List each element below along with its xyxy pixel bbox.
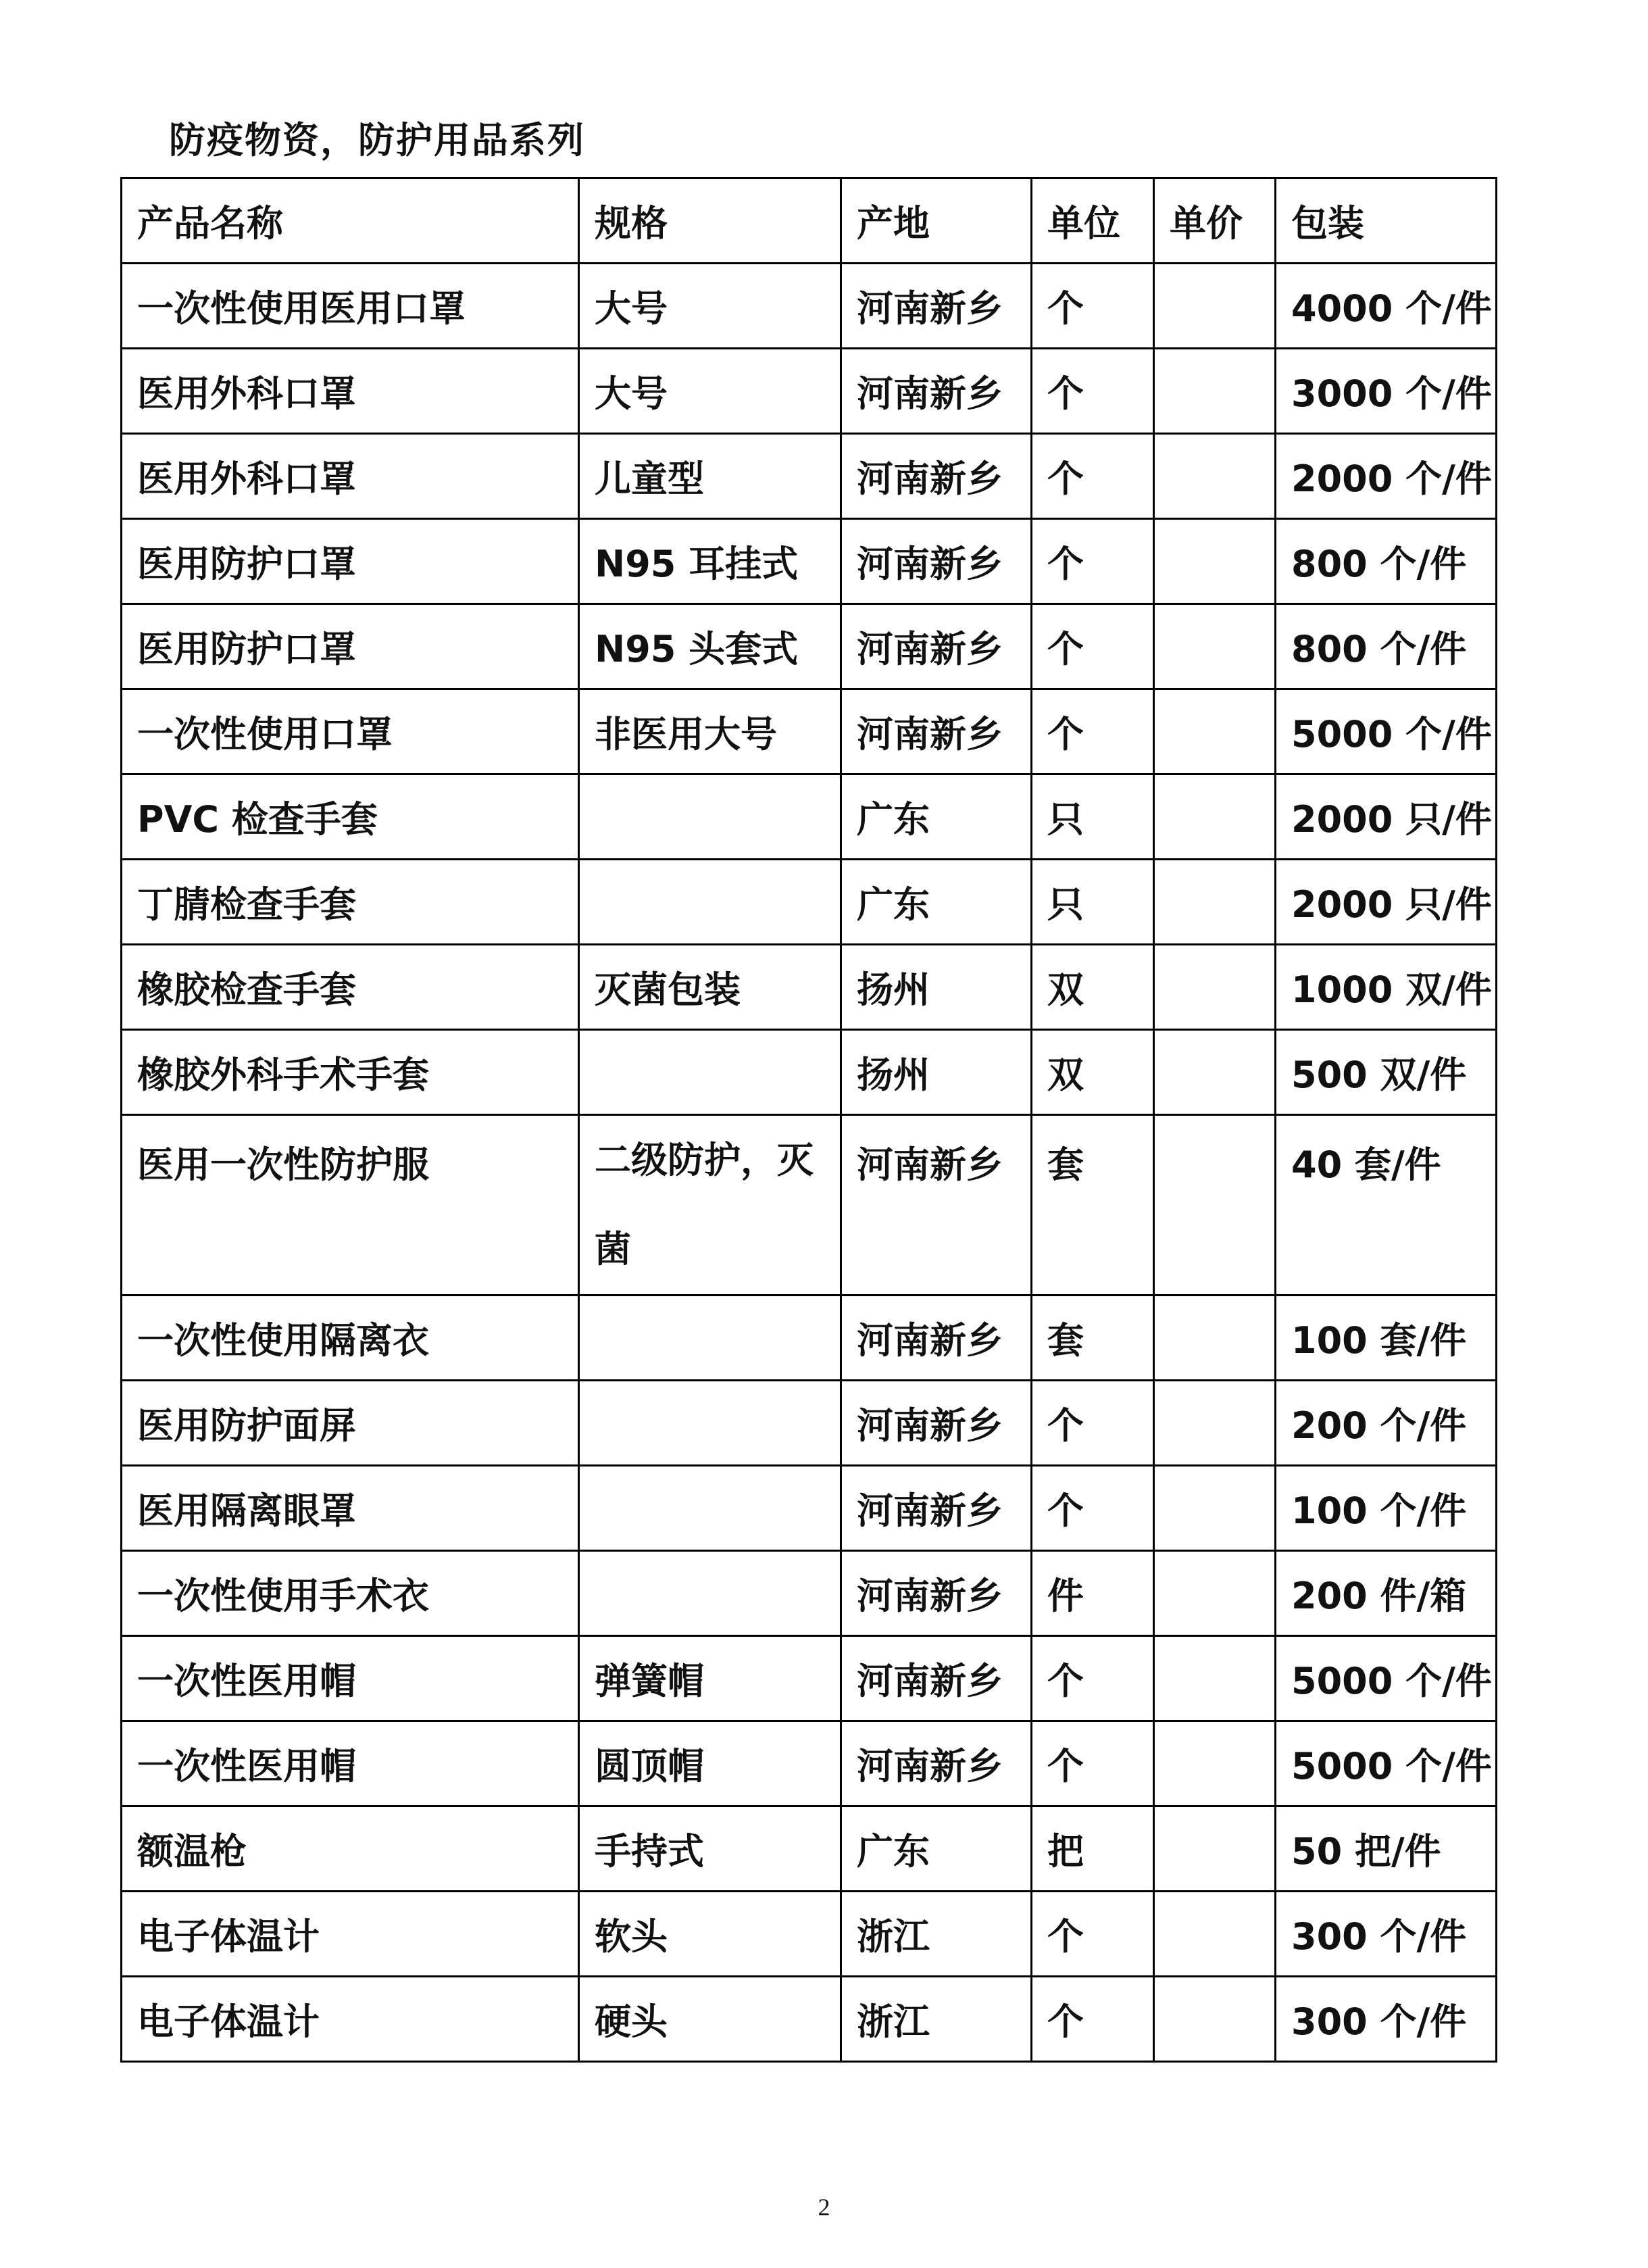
- cell-name: 丁腈检查手套: [122, 860, 579, 945]
- cell-unit: 个: [1032, 1977, 1154, 2062]
- cell-origin: 河南新乡: [841, 349, 1032, 434]
- cell-pack: 200 个/件: [1276, 1381, 1497, 1466]
- cell-price: [1154, 264, 1276, 349]
- cell-spec: N95 头套式: [579, 604, 841, 689]
- product-table: [120, 177, 1497, 2063]
- cell-spec: 灭菌包装: [579, 945, 841, 1030]
- cell-spec: 圆顶帽: [579, 1721, 841, 1806]
- cell-name: 医用防护口罩: [122, 519, 579, 604]
- cell-unit: 个: [1032, 1636, 1154, 1721]
- cell-price: [1154, 1030, 1276, 1115]
- cell-unit: 个: [1032, 349, 1154, 434]
- table-row: [122, 349, 1497, 434]
- cell-pack: 500 双/件: [1276, 1030, 1497, 1115]
- cell-price: [1154, 1381, 1276, 1466]
- page-number: 2: [818, 2194, 830, 2221]
- cell-spec: 大号: [579, 264, 841, 349]
- table-row: [122, 1296, 1497, 1381]
- cell-spec: 大号: [579, 349, 841, 434]
- cell-name: 一次性医用帽: [122, 1636, 579, 1721]
- page-title: 防疫物资，防护用品系列: [169, 119, 585, 162]
- cell-name: 额温枪: [122, 1806, 579, 1892]
- table-row: [122, 264, 1497, 349]
- cell-unit: 套: [1032, 1296, 1154, 1381]
- table-row: [122, 689, 1497, 774]
- cell-price: [1154, 1551, 1276, 1636]
- header-name: 产品名称: [122, 178, 579, 264]
- cell-unit: 个: [1032, 1892, 1154, 1977]
- table-row: [122, 945, 1497, 1030]
- table-row: [122, 1806, 1497, 1892]
- cell-pack: 100 套/件: [1276, 1296, 1497, 1381]
- cell-name: 医用外科口罩: [122, 349, 579, 434]
- cell-name: 一次性医用帽: [122, 1721, 579, 1806]
- cell-unit: 个: [1032, 689, 1154, 774]
- cell-pack: 800 个/件: [1276, 604, 1497, 689]
- table-row: [122, 1115, 1497, 1296]
- cell-pack: 3000 个/件: [1276, 349, 1497, 434]
- cell-unit: 件: [1032, 1551, 1154, 1636]
- cell-spec: 二级防护，灭菌: [579, 1115, 841, 1296]
- header-unit: 单位: [1032, 178, 1154, 264]
- cell-spec: [579, 860, 841, 945]
- cell-price: [1154, 1806, 1276, 1892]
- cell-pack: 5000 个/件: [1276, 1721, 1497, 1806]
- header-pack: 包装: [1276, 178, 1497, 264]
- cell-name: 医用防护口罩: [122, 604, 579, 689]
- cell-name: 医用防护面屏: [122, 1381, 579, 1466]
- cell-unit: 双: [1032, 945, 1154, 1030]
- cell-origin: 广东: [841, 1806, 1032, 1892]
- cell-spec: [579, 1030, 841, 1115]
- cell-spec: [579, 1466, 841, 1551]
- cell-origin: 扬州: [841, 945, 1032, 1030]
- cell-pack: 2000 只/件: [1276, 860, 1497, 945]
- cell-price: [1154, 1636, 1276, 1721]
- cell-name: 橡胶外科手术手套: [122, 1030, 579, 1115]
- cell-unit: 把: [1032, 1806, 1154, 1892]
- cell-pack: 300 个/件: [1276, 1892, 1497, 1977]
- cell-pack: 1000 双/件: [1276, 945, 1497, 1030]
- cell-origin: 广东: [841, 774, 1032, 860]
- cell-pack: 4000 个/件: [1276, 264, 1497, 349]
- cell-spec: [579, 774, 841, 860]
- table-row: [122, 860, 1497, 945]
- cell-spec: 儿童型: [579, 434, 841, 519]
- cell-origin: 浙江: [841, 1892, 1032, 1977]
- cell-unit: 个: [1032, 1466, 1154, 1551]
- cell-price: [1154, 1892, 1276, 1977]
- cell-pack: 2000 个/件: [1276, 434, 1497, 519]
- cell-origin: 河南新乡: [841, 604, 1032, 689]
- cell-price: [1154, 1721, 1276, 1806]
- table-row: [122, 1551, 1497, 1636]
- cell-price: [1154, 1296, 1276, 1381]
- table-row: [122, 1977, 1497, 2062]
- cell-origin: 河南新乡: [841, 1721, 1032, 1806]
- cell-name: 电子体温计: [122, 1892, 579, 1977]
- cell-pack: 300 个/件: [1276, 1977, 1497, 2062]
- cell-unit: 个: [1032, 604, 1154, 689]
- cell-origin: 河南新乡: [841, 1551, 1032, 1636]
- cell-spec: 硬头: [579, 1977, 841, 2062]
- header-price: 单价: [1154, 178, 1276, 264]
- table-row: [122, 519, 1497, 604]
- cell-pack: 40 套/件: [1276, 1115, 1497, 1296]
- cell-price: [1154, 1977, 1276, 2062]
- header-origin: 产地: [841, 178, 1032, 264]
- cell-origin: 河南新乡: [841, 1296, 1032, 1381]
- cell-name: 一次性使用隔离衣: [122, 1296, 579, 1381]
- table-row: [122, 604, 1497, 689]
- cell-spec: 手持式: [579, 1806, 841, 1892]
- cell-pack: 50 把/件: [1276, 1806, 1497, 1892]
- cell-price: [1154, 349, 1276, 434]
- cell-origin: 河南新乡: [841, 689, 1032, 774]
- cell-origin: 河南新乡: [841, 519, 1032, 604]
- cell-unit: 个: [1032, 1381, 1154, 1466]
- cell-origin: 广东: [841, 860, 1032, 945]
- cell-price: [1154, 860, 1276, 945]
- table-row: [122, 1636, 1497, 1721]
- cell-unit: 套: [1032, 1115, 1154, 1296]
- cell-spec: [579, 1296, 841, 1381]
- cell-price: [1154, 945, 1276, 1030]
- cell-origin: 河南新乡: [841, 434, 1032, 519]
- cell-name: 电子体温计: [122, 1977, 579, 2062]
- cell-price: [1154, 604, 1276, 689]
- cell-unit: 个: [1032, 264, 1154, 349]
- cell-name: 医用隔离眼罩: [122, 1466, 579, 1551]
- cell-spec: 非医用大号: [579, 689, 841, 774]
- cell-price: [1154, 434, 1276, 519]
- cell-name: 一次性使用手术衣: [122, 1551, 579, 1636]
- cell-pack: 800 个/件: [1276, 519, 1497, 604]
- cell-origin: 河南新乡: [841, 1636, 1032, 1721]
- cell-spec: N95 耳挂式: [579, 519, 841, 604]
- table-header-row: [122, 178, 1497, 264]
- cell-spec: 弹簧帽: [579, 1636, 841, 1721]
- cell-origin: 扬州: [841, 1030, 1032, 1115]
- table-row: [122, 774, 1497, 860]
- cell-origin: 河南新乡: [841, 1466, 1032, 1551]
- cell-price: [1154, 774, 1276, 860]
- cell-name: PVC 检查手套: [122, 774, 579, 860]
- cell-unit: 双: [1032, 1030, 1154, 1115]
- cell-origin: 河南新乡: [841, 1381, 1032, 1466]
- cell-price: [1154, 1466, 1276, 1551]
- cell-spec: 软头: [579, 1892, 841, 1977]
- header-spec: 规格: [579, 178, 841, 264]
- cell-name: 一次性使用口罩: [122, 689, 579, 774]
- cell-unit: 只: [1032, 860, 1154, 945]
- cell-price: [1154, 519, 1276, 604]
- cell-price: [1154, 689, 1276, 774]
- cell-spec: [579, 1551, 841, 1636]
- cell-unit: 个: [1032, 434, 1154, 519]
- cell-unit: 只: [1032, 774, 1154, 860]
- cell-pack: 5000 个/件: [1276, 1636, 1497, 1721]
- table-row: [122, 1892, 1497, 1977]
- table-row: [122, 1721, 1497, 1806]
- cell-origin: 河南新乡: [841, 264, 1032, 349]
- table-row: [122, 434, 1497, 519]
- cell-origin: 浙江: [841, 1977, 1032, 2062]
- cell-unit: 个: [1032, 519, 1154, 604]
- cell-name: 医用外科口罩: [122, 434, 579, 519]
- cell-spec: [579, 1381, 841, 1466]
- cell-origin: 河南新乡: [841, 1115, 1032, 1296]
- table-row: [122, 1466, 1497, 1551]
- table-row: [122, 1381, 1497, 1466]
- cell-pack: 5000 个/件: [1276, 689, 1497, 774]
- cell-name: 医用一次性防护服: [122, 1115, 579, 1296]
- cell-pack: 100 个/件: [1276, 1466, 1497, 1551]
- cell-name: 橡胶检查手套: [122, 945, 579, 1030]
- cell-pack: 200 件/箱: [1276, 1551, 1497, 1636]
- cell-name: 一次性使用医用口罩: [122, 264, 579, 349]
- cell-pack: 2000 只/件: [1276, 774, 1497, 860]
- cell-price: [1154, 1115, 1276, 1296]
- cell-unit: 个: [1032, 1721, 1154, 1806]
- table-row: [122, 1030, 1497, 1115]
